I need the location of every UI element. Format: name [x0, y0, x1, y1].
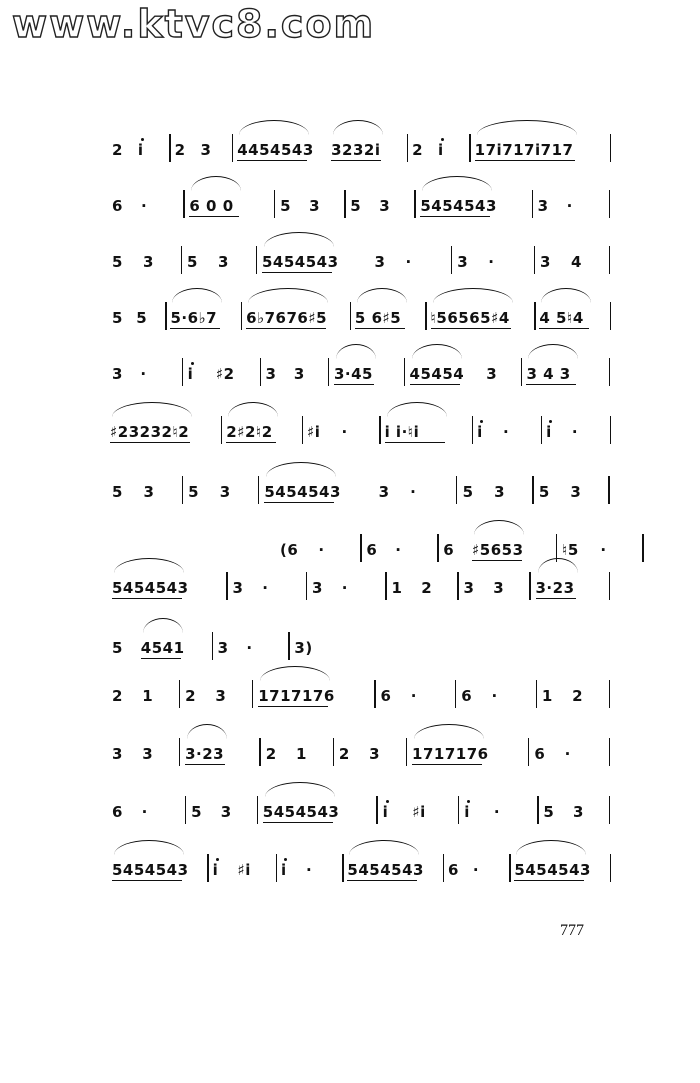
note-group: ·	[341, 423, 348, 441]
score-line	[110, 520, 620, 560]
barline	[207, 854, 208, 882]
slur-arc	[422, 176, 492, 191]
barline	[451, 246, 452, 274]
note-group: ·	[566, 197, 573, 215]
note-group: 5	[350, 197, 362, 215]
note-group: 5454543	[262, 803, 340, 821]
octave-dot	[141, 138, 144, 141]
slur-arc	[414, 724, 484, 739]
note-group: i	[464, 803, 470, 821]
note-group: 5 6♯5	[354, 309, 402, 327]
barline	[610, 302, 611, 330]
beam-underline	[334, 384, 374, 385]
note-group: 6 0 0	[189, 197, 234, 215]
barline	[241, 302, 242, 330]
note-group: i	[477, 423, 483, 441]
score-line	[110, 558, 620, 598]
beam-underline	[385, 442, 445, 443]
note-group: 3)	[294, 639, 313, 657]
watermark-logo: www.ktvc8.com	[12, 2, 376, 46]
note-group: ♯23232♮2	[110, 423, 190, 441]
note-group: 5	[191, 803, 203, 821]
note-group: i	[546, 423, 552, 441]
note-group: 5454543	[514, 861, 591, 879]
slur-arc	[516, 840, 586, 855]
note-group: 5454543	[261, 253, 339, 271]
barline	[333, 738, 334, 766]
note-group: 6	[448, 861, 459, 879]
barline	[342, 854, 343, 882]
barline	[509, 854, 510, 882]
score-line	[110, 402, 620, 442]
beam-underline	[514, 880, 584, 881]
barline	[521, 358, 522, 386]
note-group: 3	[493, 579, 505, 597]
note-group: i i·♮i	[384, 423, 420, 441]
note-group: ·	[491, 687, 498, 705]
note-group: i	[437, 141, 444, 159]
barline	[455, 680, 456, 708]
note-group: 3·45	[333, 365, 373, 383]
note-group: ·	[341, 579, 348, 597]
beam-underline	[189, 216, 239, 217]
note-group: i	[212, 861, 219, 879]
note-group: 3	[537, 197, 549, 215]
note-group: (6	[280, 541, 299, 559]
slur-arc	[264, 232, 334, 247]
note-group: 6	[366, 541, 378, 559]
note-group: 3	[369, 745, 381, 763]
music-score	[110, 110, 620, 930]
note-group: ·	[141, 197, 148, 215]
note-group: 2	[338, 745, 350, 763]
note-group: ♮56565♯4	[430, 309, 510, 327]
barline	[534, 246, 535, 274]
barline	[532, 190, 533, 218]
note-group: 2	[185, 687, 197, 705]
score-line	[110, 344, 620, 384]
slur-arc	[239, 120, 309, 135]
beam-underline	[539, 328, 589, 329]
beam-underline	[264, 502, 334, 503]
barline	[609, 246, 610, 274]
beam-underline	[185, 764, 225, 765]
slur-arc	[433, 288, 513, 303]
barline	[443, 854, 444, 882]
octave-dot	[386, 800, 389, 803]
octave-dot	[441, 138, 444, 141]
slur-arc	[528, 344, 578, 359]
slur-arc	[114, 840, 184, 855]
barline	[472, 416, 473, 444]
note-group: ·	[600, 541, 607, 559]
note-group: 6♭7676♯5	[246, 309, 328, 327]
note-group: 3	[311, 579, 323, 597]
barline	[257, 796, 258, 824]
slur-arc	[538, 558, 578, 573]
note-group: ♯i	[237, 861, 251, 879]
note-group: ·	[141, 803, 148, 821]
barline	[537, 796, 538, 824]
note-group: 3	[572, 803, 584, 821]
score-line	[110, 120, 620, 160]
note-group: ♯2	[215, 365, 235, 383]
note-group: 2	[112, 141, 123, 159]
score-line	[110, 462, 620, 502]
barline	[182, 358, 183, 386]
barline	[185, 796, 186, 824]
barline	[260, 358, 261, 386]
note-group: ♯5653	[472, 541, 524, 559]
barline	[608, 476, 609, 504]
note-group: 5	[136, 309, 148, 327]
note-group: 5	[280, 197, 291, 215]
beam-underline	[475, 160, 575, 161]
note-group: 2	[572, 687, 584, 705]
slur-arc	[477, 120, 577, 135]
note-group: 5	[112, 639, 123, 657]
note-group: 1	[296, 745, 307, 763]
note-group: 17i717i717	[474, 141, 574, 159]
barline	[302, 416, 303, 444]
barline	[536, 680, 537, 708]
note-group: 3	[217, 639, 229, 657]
slur-arc	[248, 288, 328, 303]
beam-underline	[410, 384, 460, 385]
note-group: ·	[246, 639, 253, 657]
slur-arc	[228, 402, 278, 417]
note-group: i	[382, 803, 389, 821]
score-line	[110, 840, 620, 880]
note-group: ·	[262, 579, 269, 597]
note-group: 3·23	[535, 579, 575, 597]
slur-arc	[260, 666, 330, 681]
barline	[183, 190, 184, 218]
slur-arc	[172, 288, 222, 303]
note-group: 3	[220, 803, 232, 821]
barline	[288, 632, 289, 660]
barline	[414, 190, 415, 218]
beam-underline	[226, 442, 276, 443]
barline	[221, 416, 222, 444]
barline	[609, 358, 610, 386]
note-group: 1717176	[258, 687, 335, 705]
barline	[328, 358, 329, 386]
score-line	[110, 176, 620, 216]
note-group: 3	[379, 197, 391, 215]
slur-arc	[541, 288, 591, 303]
slur-arc	[265, 782, 335, 797]
beam-underline	[412, 764, 482, 765]
score-line	[110, 724, 620, 764]
slur-arc	[349, 840, 419, 855]
note-group: 5·6♭7	[170, 309, 218, 327]
note-group: 3	[265, 365, 277, 383]
beam-underline	[536, 598, 576, 599]
note-group: 4454543	[237, 141, 314, 159]
barline	[169, 134, 170, 162]
note-group: 5454543	[264, 483, 341, 501]
barline	[469, 134, 470, 162]
slur-arc	[187, 724, 227, 739]
note-group: i	[137, 141, 144, 159]
note-group: 5	[112, 309, 123, 327]
barline	[226, 572, 227, 600]
beam-underline	[237, 160, 307, 161]
note-group: 3	[215, 687, 227, 705]
barline	[232, 134, 233, 162]
slur-arc	[333, 120, 383, 135]
page-number: 777	[560, 922, 584, 939]
note-group: 3·23	[185, 745, 225, 763]
note-group: 4 5♮4	[539, 309, 584, 327]
note-group: 3	[143, 253, 154, 271]
note-group: 3	[112, 745, 123, 763]
score-line	[110, 782, 620, 822]
barline	[258, 476, 259, 504]
note-group: ·	[571, 423, 579, 441]
note-group: ·	[488, 253, 495, 271]
beam-underline	[141, 658, 181, 659]
note-group: 3	[232, 579, 244, 597]
note-group: ·	[472, 861, 480, 879]
note-group: 2	[421, 579, 433, 597]
slur-arc	[143, 618, 183, 633]
barline	[385, 572, 386, 600]
barline	[458, 796, 459, 824]
note-group: ♯i	[307, 423, 321, 441]
beam-underline	[112, 880, 182, 881]
note-group: 2	[265, 745, 277, 763]
beam-underline	[431, 328, 511, 329]
slur-arc	[412, 344, 462, 359]
note-group: 6	[534, 745, 546, 763]
note-group: 6	[443, 541, 455, 559]
note-group: 5	[543, 803, 555, 821]
note-group: 3	[142, 745, 154, 763]
note-group: 5454543	[112, 861, 189, 879]
score-line	[110, 666, 620, 706]
note-group: i	[281, 861, 287, 879]
slur-arc	[387, 402, 447, 417]
note-group: 3	[293, 365, 305, 383]
note-group: 1	[142, 687, 154, 705]
note-group: ·	[318, 541, 325, 559]
note-group: 1717176	[412, 745, 489, 763]
note-group: 5	[538, 483, 550, 501]
score-line	[110, 618, 620, 658]
note-group: 3	[218, 253, 229, 271]
note-group: 6	[461, 687, 473, 705]
note-group: ·	[140, 365, 147, 383]
note-group: i	[187, 365, 194, 383]
note-group: 5454543	[112, 579, 189, 597]
score-line	[110, 232, 620, 272]
barline	[376, 796, 377, 824]
barline	[528, 738, 529, 766]
slur-arc	[357, 288, 407, 303]
beam-underline	[246, 328, 326, 329]
barline	[274, 190, 275, 218]
barline	[252, 680, 253, 708]
barline	[165, 302, 166, 330]
note-group: 3	[378, 483, 390, 501]
note-group: 3	[374, 253, 386, 271]
octave-dot	[191, 362, 194, 365]
barline	[306, 572, 307, 600]
barline	[534, 302, 535, 330]
note-group: 6	[380, 687, 392, 705]
barline	[609, 572, 610, 600]
note-group: ·	[405, 253, 412, 271]
barline	[541, 416, 542, 444]
note-group: 3	[540, 253, 551, 271]
barline	[276, 854, 277, 882]
beam-underline	[420, 216, 490, 217]
barline	[212, 632, 213, 660]
barline	[179, 738, 180, 766]
barline	[456, 476, 457, 504]
note-group: 2♯2♮2	[226, 423, 273, 441]
beam-underline	[355, 328, 405, 329]
slur-arc	[266, 462, 336, 477]
note-group: ·	[493, 803, 501, 821]
slur-arc	[336, 344, 376, 359]
note-group: 6	[112, 197, 123, 215]
barline	[610, 134, 611, 162]
note-group: 3	[457, 253, 469, 271]
barline	[609, 190, 610, 218]
barline	[374, 680, 375, 708]
note-group: 3	[309, 197, 321, 215]
note-group: 1	[541, 687, 553, 705]
note-group: 2	[412, 141, 423, 159]
barline	[609, 738, 610, 766]
note-group: 3	[486, 365, 498, 383]
barline	[259, 738, 260, 766]
note-group: 2	[112, 687, 123, 705]
beam-underline	[112, 598, 182, 599]
barline	[379, 416, 380, 444]
note-group: ♯i	[412, 803, 426, 821]
beam-underline	[263, 822, 333, 823]
note-group: 3	[143, 483, 155, 501]
score-line	[110, 288, 620, 328]
note-group: 4	[571, 253, 582, 271]
barline	[350, 302, 351, 330]
beam-underline	[258, 706, 328, 707]
note-group: ·	[305, 861, 313, 879]
barline	[182, 476, 183, 504]
note-group: 2	[174, 141, 186, 159]
barline	[529, 572, 530, 600]
note-group: 3 4 3	[526, 365, 571, 383]
barline	[642, 534, 643, 562]
note-group: ·	[410, 687, 417, 705]
note-group: 5454543	[420, 197, 497, 215]
note-group: ·	[395, 541, 402, 559]
beam-underline	[110, 442, 190, 443]
octave-dot	[216, 858, 219, 861]
slur-arc	[191, 176, 241, 191]
beam-underline	[262, 272, 332, 273]
note-group: 3232i	[331, 141, 381, 159]
beam-underline	[170, 328, 220, 329]
note-group: 5454543	[347, 861, 424, 879]
note-group: 6	[112, 803, 123, 821]
barline	[610, 416, 611, 444]
beam-underline	[526, 384, 576, 385]
barline	[609, 680, 610, 708]
note-group: 1	[391, 579, 403, 597]
beam-underline	[347, 880, 417, 881]
slur-arc	[112, 402, 192, 417]
note-group: 3	[200, 141, 212, 159]
barline	[610, 854, 611, 882]
slur-arc	[474, 520, 524, 535]
barline	[532, 476, 533, 504]
note-group: 45454	[409, 365, 465, 383]
note-group: 5	[112, 253, 123, 271]
note-group: 3	[570, 483, 582, 501]
barline	[407, 134, 408, 162]
note-group: 5	[112, 483, 123, 501]
note-group: 5	[462, 483, 474, 501]
beam-underline	[331, 160, 381, 161]
note-group: 4541	[140, 639, 185, 657]
note-group: 5	[188, 483, 200, 501]
note-group: ♮5	[562, 541, 579, 559]
barline	[457, 572, 458, 600]
note-group: ·	[564, 745, 571, 763]
barline	[344, 190, 345, 218]
barline	[609, 796, 610, 824]
barline	[425, 302, 426, 330]
barline	[181, 246, 182, 274]
barline	[406, 738, 407, 766]
barline	[179, 680, 180, 708]
note-group: 3	[463, 579, 475, 597]
note-group: ·	[503, 423, 510, 441]
note-group: ·	[410, 483, 417, 501]
slur-arc	[114, 558, 184, 573]
note-group: 3	[494, 483, 506, 501]
barline	[256, 246, 257, 274]
note-group: 3	[219, 483, 231, 501]
note-group: 5	[186, 253, 198, 271]
note-group: 3	[112, 365, 123, 383]
barline	[404, 358, 405, 386]
